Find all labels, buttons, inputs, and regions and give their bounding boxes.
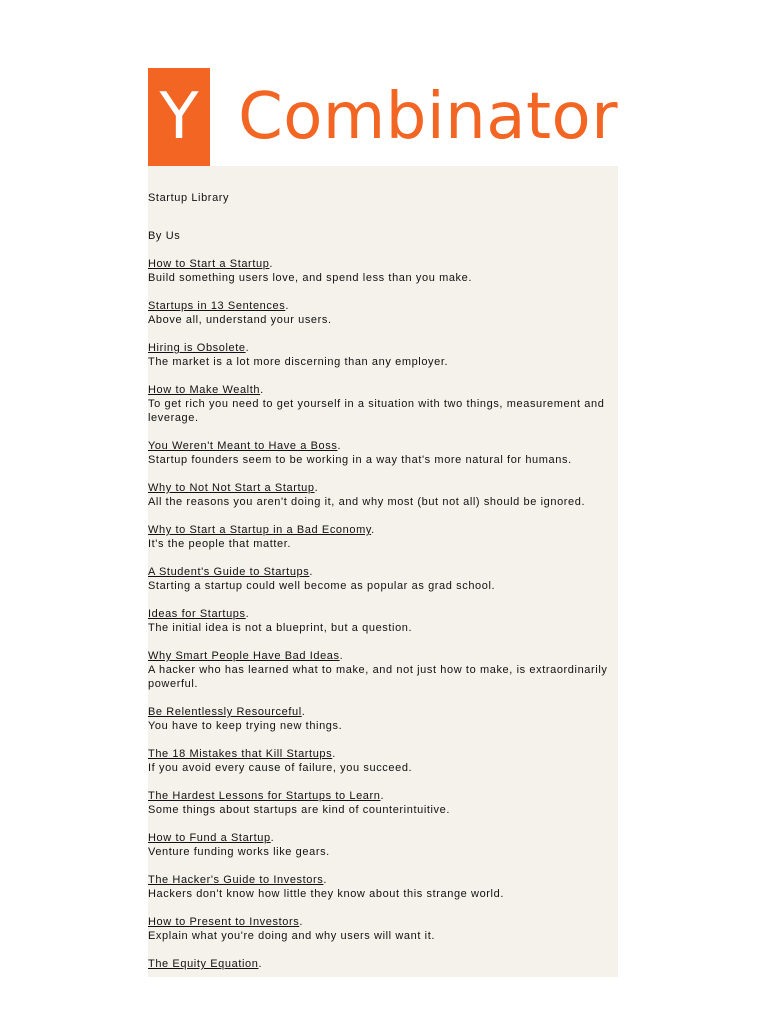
essay-description: A hacker who has learned what to make, and not just how to make, is extraordinarily powerful. [148,664,608,690]
essay-entry [148,831,610,859]
essay-title-line: A Student's Guide to Startups. [148,566,314,578]
essay-title-line: The Equity Equation. [148,958,263,970]
main-content [148,191,610,985]
essay-description: It's the people that matter. [148,538,292,550]
essay-description: Starting a startup could well become as popular as grad school. [148,580,496,592]
essay-description: Some things about startups are kind of counterintuitive. [148,804,451,816]
essay-description: To get rich you need to get yourself in a situation with two things, measurement and leverage. [148,398,605,424]
essay-link[interactable]: How to Make Wealth [148,384,261,396]
essay-entry [148,915,610,943]
essay-title-line: How to Present to Investors. [148,916,303,928]
essay-entry [148,747,610,775]
essay-title-line: How to Fund a Startup. [148,832,275,844]
essay-entry [148,705,610,733]
essay-entry [148,523,610,551]
essay-entry [148,957,610,971]
yc-logo[interactable] [148,68,618,166]
essay-link[interactable]: Why Smart People Have Bad Ideas [148,650,340,662]
essay-title-line: Why to Not Not Start a Startup. [148,482,319,494]
essay-link[interactable]: You Weren't Meant to Have a Boss [148,440,338,452]
essay-link[interactable]: How to Fund a Startup [148,832,271,844]
essay-description: If you avoid every cause of failure, you succeed. [148,762,413,774]
essay-title-line: The Hacker's Guide to Investors. [148,874,328,886]
essay-entry [148,789,610,817]
essay-title-line: How to Make Wealth. [148,384,264,396]
essay-entry [148,873,610,901]
essay-entry [148,257,610,285]
essay-link[interactable]: The Hardest Lessons for Startups to Learn [148,790,381,802]
essay-description: The market is a lot more discerning than any employer. [148,356,449,368]
section-heading: By Us [148,230,181,242]
essay-entry [148,649,610,691]
essay-entry [148,439,610,467]
essay-list [148,257,610,971]
essay-title-line: The 18 Mistakes that Kill Startups. [148,748,336,760]
essay-description: Build something users love, and spend less than you make. [148,272,473,284]
page-title: Startup Library [148,192,230,204]
essay-link[interactable]: Be Relentlessly Resourceful [148,706,302,718]
essay-title-line: Hiring is Obsolete. [148,342,250,354]
essay-link[interactable]: Startups in 13 Sentences [148,300,286,312]
essay-title-line: Startups in 13 Sentences. [148,300,289,312]
logo-wordmark: Combinator [238,80,618,154]
essay-description: Above all, understand your users. [148,314,332,326]
essay-entry [148,481,610,509]
essay-description: Hackers don't know how little they know about this strange world. [148,888,504,900]
essay-link[interactable]: Ideas for Startups [148,608,246,620]
essay-title-line: You Weren't Meant to Have a Boss. [148,440,342,452]
essay-link[interactable]: Why to Not Not Start a Startup [148,482,315,494]
essay-title-line: Be Relentlessly Resourceful. [148,706,306,718]
essay-link[interactable]: The 18 Mistakes that Kill Startups [148,748,333,760]
essay-link[interactable]: Why to Start a Startup in a Bad Economy [148,524,372,536]
essay-link[interactable]: The Hacker's Guide to Investors [148,874,324,886]
essay-description: You have to keep trying new things. [148,720,343,732]
essay-description: All the reasons you aren't doing it, and why most (but not all) should be ignored. [148,496,586,508]
essay-link[interactable]: The Equity Equation [148,958,259,970]
essay-link[interactable]: Hiring is Obsolete [148,342,246,354]
essay-link[interactable]: How to Start a Startup [148,258,270,270]
essay-entry [148,607,610,635]
essay-description: Venture funding works like gears. [148,846,330,858]
essay-entry [148,299,610,327]
essay-title-line: Ideas for Startups. [148,608,250,620]
essay-link[interactable]: How to Present to Investors [148,916,300,928]
essay-description: The initial idea is not a blueprint, but a question. [148,622,413,634]
essay-title-line: How to Start a Startup. [148,258,274,270]
essay-entry [148,565,610,593]
essay-description: Explain what you're doing and why users will want it. [148,930,436,942]
essay-title-line: Why to Start a Startup in a Bad Economy. [148,524,375,536]
essay-description: Startup founders seem to be working in a way that's more natural for humans. [148,454,572,466]
essay-title-line: Why Smart People Have Bad Ideas. [148,650,344,662]
logo-mark: Y [148,68,210,166]
essay-link[interactable]: A Student's Guide to Startups [148,566,310,578]
essay-entry [148,341,610,369]
essay-entry [148,383,610,425]
essay-title-line: The Hardest Lessons for Startups to Learn. [148,790,385,802]
